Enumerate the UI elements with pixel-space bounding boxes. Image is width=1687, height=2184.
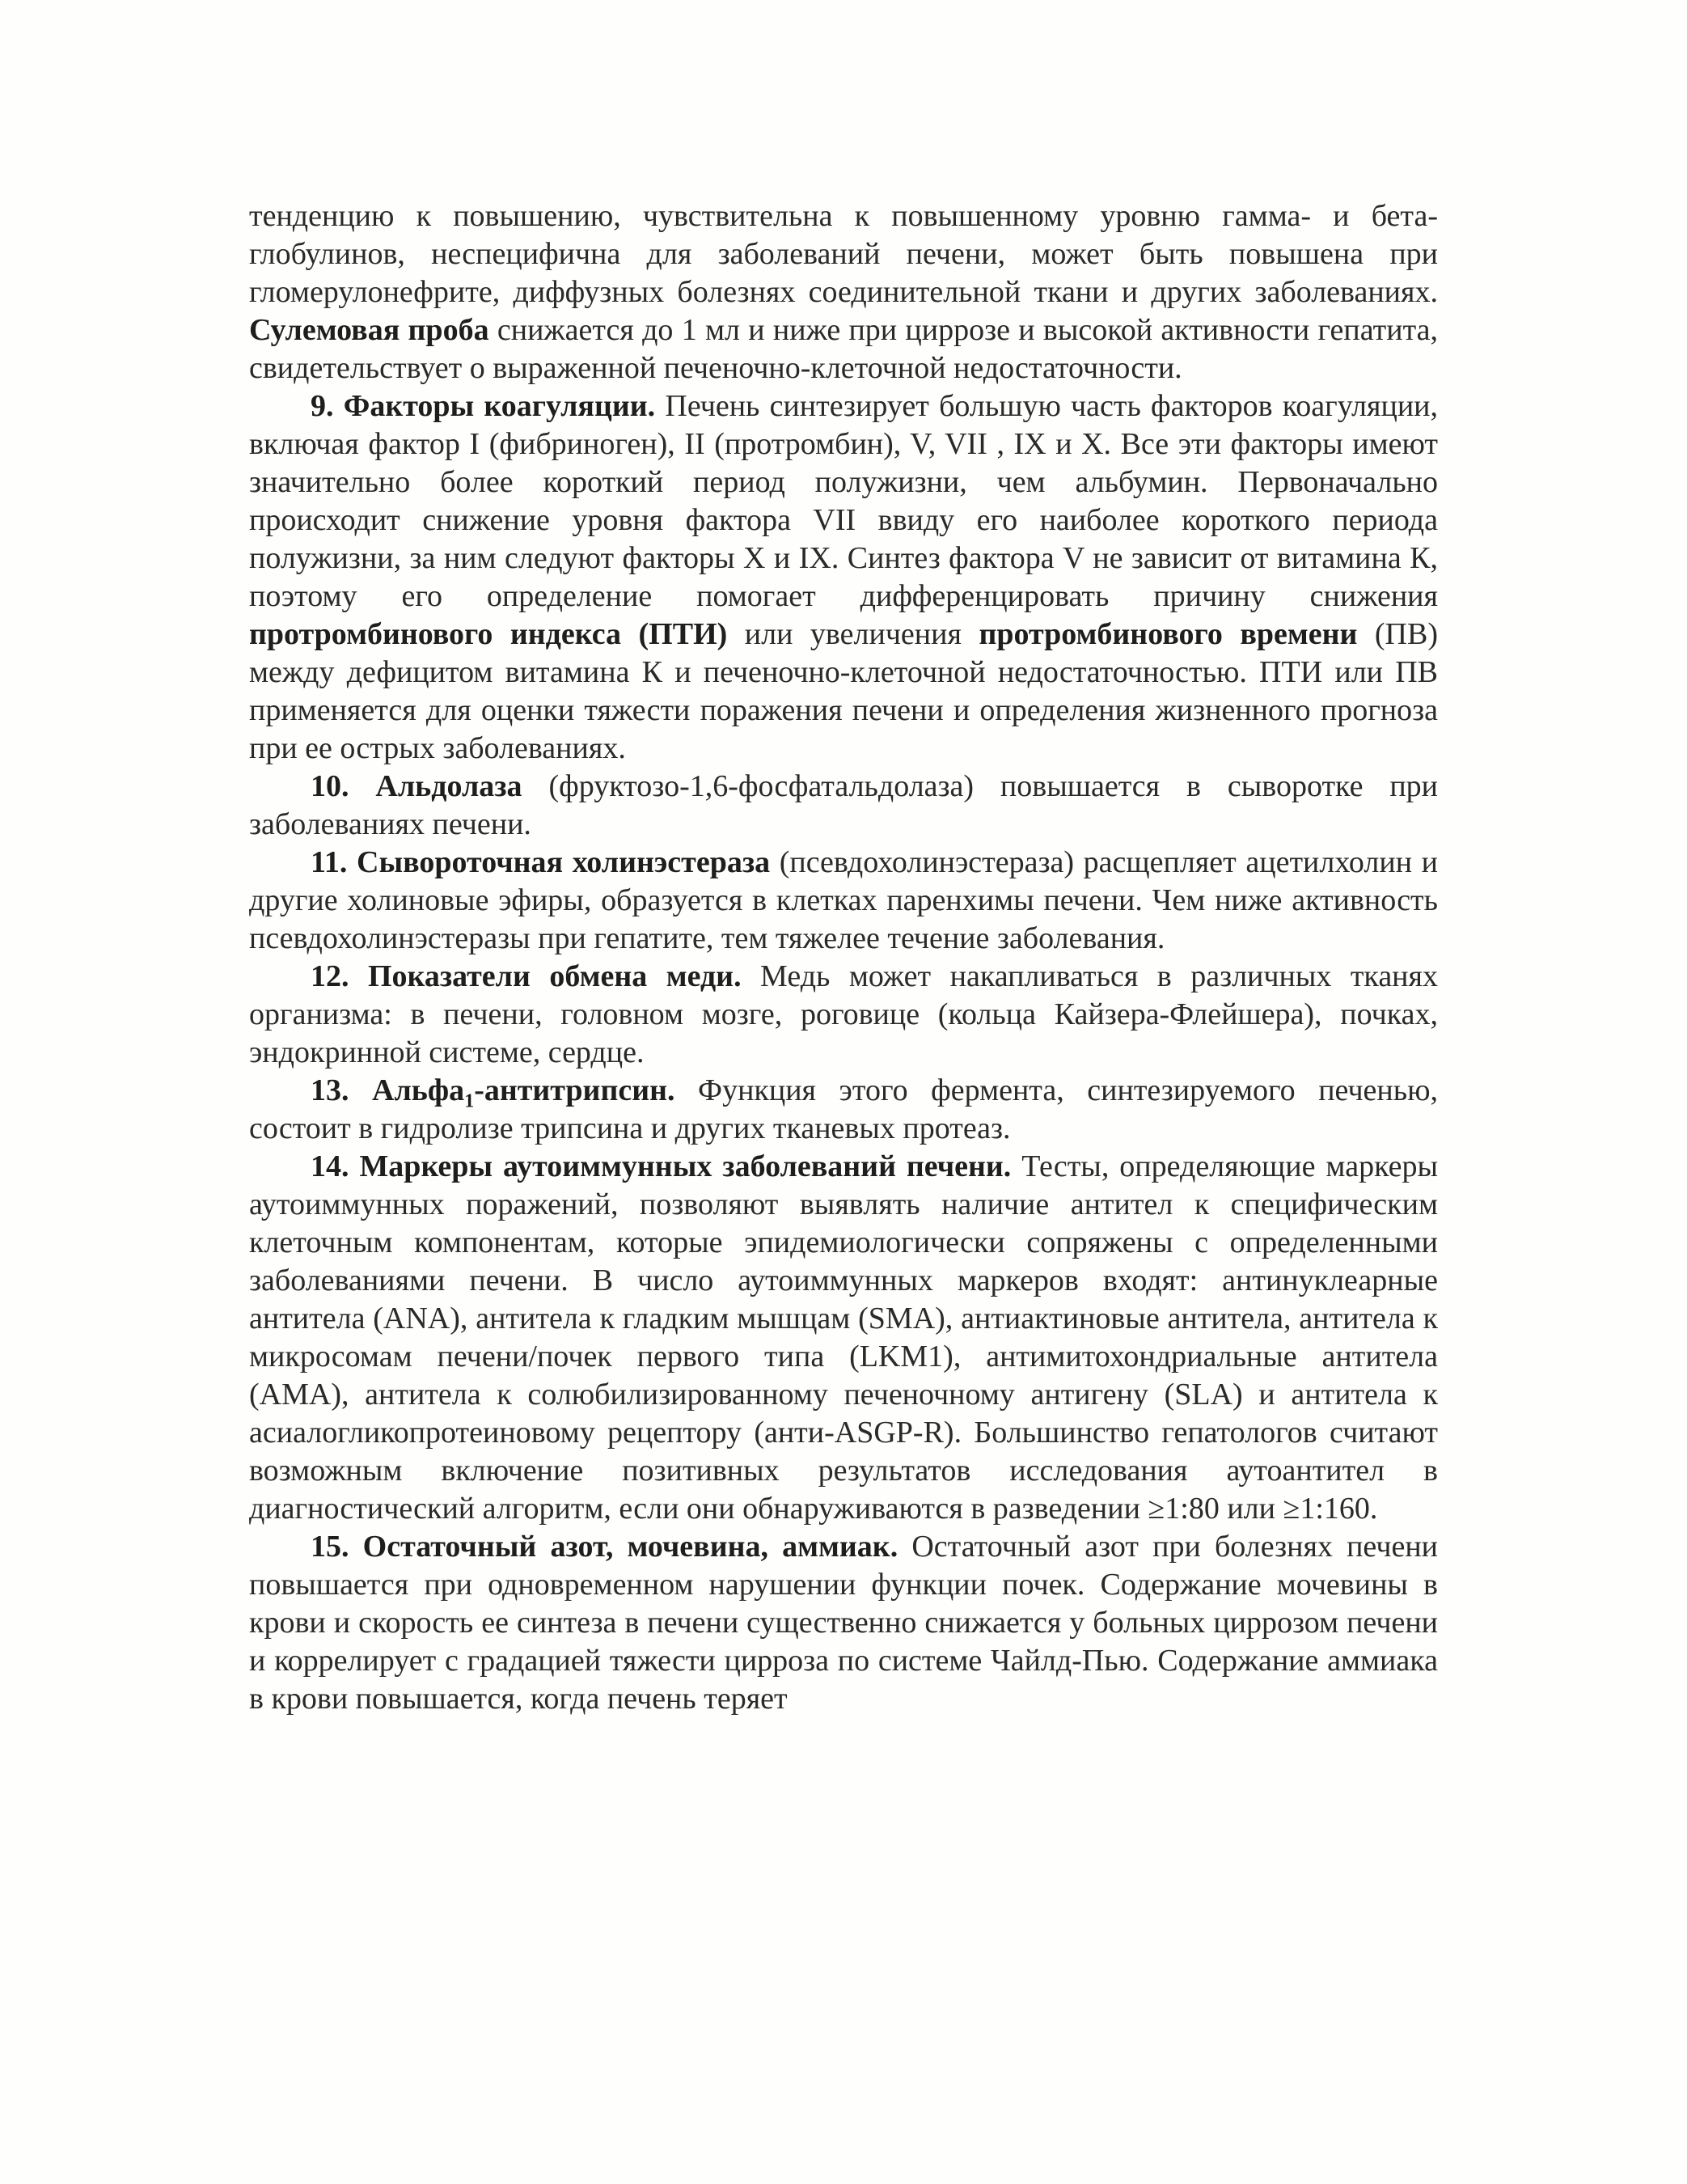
section-heading-10: 10. Альдолаза xyxy=(311,769,522,803)
section-heading-9: 9. Факторы коагуляции. xyxy=(311,389,656,423)
paragraph-copper-metabolism xyxy=(249,958,1438,1072)
text-span: (псевдохолинэстераза) расщепляет ацетилхолин и другие холиновые эфиры, образуется в клетках паренхимы печени. Чем ниже активность псевдохолинэстеразы при гепатите, тем тяжелее течение заболевания. xyxy=(249,845,1438,955)
body-text xyxy=(249,197,1438,1718)
text-span: Остаточный азот при болезнях печени повышается при одновременном нарушении функции почек. Содержание мочевины в крови и скорость ее синтеза в печени существенно снижается у больных циррозом печени и коррелирует с градацией тяжести цирроза по системе Чайлд-Пью. Содержание аммиака в крови повышается, когда печень теряет xyxy=(249,1530,1438,1716)
text-span: Функция этого фермента, синтезируемого печенью, состоит в гидролизе трипсина и других тканевых протеаз. xyxy=(249,1073,1438,1145)
heading-part: -антитрипсин. xyxy=(474,1073,675,1107)
paragraph-cholinesterase xyxy=(249,844,1438,958)
paragraph-autoimmune-markers xyxy=(249,1148,1438,1528)
bold-term-pv: протромбинового времени xyxy=(979,617,1358,651)
paragraph-residual-nitrogen xyxy=(249,1528,1438,1718)
paragraph-aldolase xyxy=(249,768,1438,844)
text-span: или увеличения xyxy=(727,617,979,651)
heading-part: 13. Альфа xyxy=(311,1073,465,1107)
text-span: Печень синтезирует большую часть факторов коагуляции, включая фактор I (фибриноген), II (протромбин), V, VII , IX и X. Все эти факторы имеют значительно более короткий период полужизни, чем альбумин. Первоначально происходит снижение уровня фактора VII ввиду его наиболее короткого периода полужизни, за ним следуют факторы X и IX. Синтез фактора V не зависит от витамина К, поэтому его определение помогает дифференцировать причину снижения xyxy=(249,389,1438,613)
text-span: Тесты, определяющие маркеры аутоиммунных поражений, позволяют выявлять наличие антител к специфическим клеточным компонентам, которые эпидемиологически сопряжены с определенными заболеваниями печени. В число аутоиммунных маркеров входят: антинуклеарные антитела (ANA), антитела к гладким мышцам (SMA), антиактиновые антитела, антитела к микросомам печени/почек первого типа (LKM1), антимитохондриальные антитела (AMA), антитела к солюбилизированному печеночному антигену (SLA) и антитела к асиалогликопротеиновому рецептору (анти-ASGP-R). Большинство гепатологов считают возможным включение позитивных результатов исследования аутоантител в диагностический алгоритм, если они обнаруживаются в разведении ≥1:80 или ≥1:160. xyxy=(249,1149,1438,1526)
text-span: снижается до 1 мл и ниже при циррозе и высокой активности гепатита, свидетельствует о выраженной печеночно-клеточной недостаточности. xyxy=(249,313,1439,385)
text-span: (ПВ) между дефицитом витамина К и печеночно-клеточной недостаточностью. ПТИ или ПВ применяется для оценки тяжести поражения печени и определения жизненного прогноза при ее острых заболеваниях. xyxy=(249,617,1438,765)
section-heading-14: 14. Маркеры аутоиммунных заболеваний печени. xyxy=(311,1149,1012,1183)
text-span: Медь может накапливаться в различных тканях организма: в печени, головном мозге, роговице (кольца Кайзера-Флейшера), почках, эндокринной системе, сердце. xyxy=(249,959,1438,1069)
section-heading-12: 12. Показатели обмена меди. xyxy=(311,959,742,993)
text-span: (фруктозо-1,6-фосфатальдолаза) повышается в сыворотке при заболеваниях печени. xyxy=(249,769,1439,841)
paragraph-coagulation-factors xyxy=(249,387,1438,768)
heading-subscript: 1 xyxy=(464,1090,475,1112)
paragraph-continuation xyxy=(249,197,1438,387)
paragraph-alpha1-antitrypsin xyxy=(249,1072,1438,1148)
text-span: тенденцию к повышению, чувствительна к повышенному уровню гамма- и бета-глобулинов, неспецифична для заболеваний печени, может быть повышена при гломерулонефрите, диффузных болезнях соединительной ткани и других заболеваниях. xyxy=(249,199,1438,309)
section-heading-15: 15. Остаточный азот, мочевина, аммиак. xyxy=(311,1530,898,1564)
bold-term-pti: протромбинового индекса (ПТИ) xyxy=(249,617,728,651)
section-heading-11: 11. Сывороточная холинэстераза xyxy=(311,845,771,879)
bold-term-sulema-test: Сулемовая проба xyxy=(249,313,489,347)
section-heading-13 xyxy=(311,1073,675,1112)
